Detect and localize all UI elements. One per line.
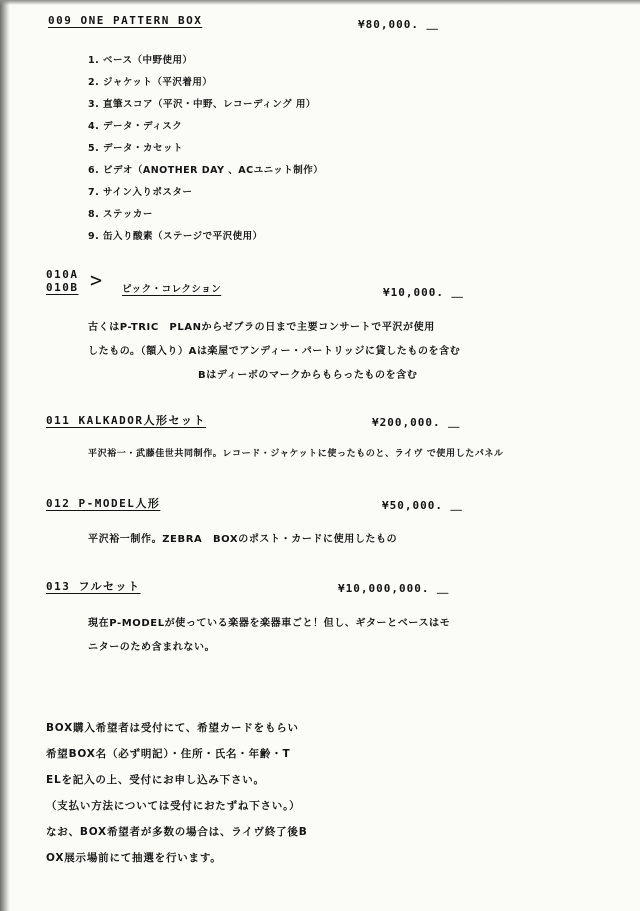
section-heading: 013 フルセット	[46, 580, 141, 593]
notice-line: なお、BOX希望者が多数の場合は、ライヴ終了後B	[46, 826, 308, 838]
section-price: ¥50,000. ＿	[382, 497, 463, 513]
section-price: ¥200,000. ＿	[372, 414, 460, 430]
description-line: 平沢裕一制作。ZEBRA BOXのポスト・カードに使用したもの	[88, 534, 398, 545]
section-heading: 009 ONE PATTERN BOX	[48, 14, 203, 27]
scan-edge-top	[0, 0, 640, 5]
list-item: 9. 缶入り酸素（ステージで平沢使用）	[88, 231, 263, 242]
list-item: 8. ステッカー	[88, 209, 153, 220]
list-item: 7. サイン入りポスター	[88, 187, 193, 198]
description-line: Bはディーボのマークからもらったものを含む	[198, 370, 418, 381]
section-price: ¥10,000. ＿	[383, 284, 464, 300]
notice-line: BOX購入希望者は受付にて、希望カードをもらい	[46, 722, 299, 734]
description-line: 現在P-MODELが使っている楽器を楽器車ごと！但し、ギターとベースはモ	[88, 618, 451, 629]
list-item: 1. ベース（中野使用）	[88, 55, 193, 66]
section-heading: 012 P-MODEL人形	[46, 497, 161, 510]
scan-edge-left	[0, 0, 10, 911]
description-line: したもの。（額入り）Aは楽屋でアンディー・パートリッジに貸したものを含む	[88, 346, 461, 357]
section-price: ¥80,000. ＿	[358, 16, 439, 32]
description-line: ニターのため含まれない。	[88, 642, 216, 653]
section-title: ピック・コレクション	[122, 284, 222, 295]
description-line: 古くはP-TRIC PLANからゼブラの日まで主要コンサートで平沢が使用	[88, 322, 435, 333]
description-line: 平沢裕一・武藤佳世共同制作。レコード・ジャケットに使ったものと、ライヴ で使用したパネル	[88, 449, 504, 459]
notice-line: OX展示場前にて抽選を行います。	[46, 852, 222, 864]
section-price: ¥10,000,000. ＿	[338, 580, 449, 596]
list-item: 4. データ・ディスク	[88, 121, 183, 132]
section-heading-b: 010B	[46, 281, 79, 294]
notice-line: （支払い方法については受付におたずね下さい。）	[46, 800, 301, 812]
bracket-arrow: >	[90, 268, 103, 292]
list-item: 3. 直筆スコア（平沢・中野、レコーディング 用）	[88, 99, 316, 110]
list-item: 2. ジャケット（平沢着用）	[88, 77, 213, 88]
section-heading-a: 010A	[46, 268, 79, 281]
list-item: 5. データ・カセット	[88, 143, 184, 154]
list-item: 6. ビデオ（ANOTHER DAY 、ACユニット制作）	[88, 165, 324, 176]
notice-line: ELを記入の上、受付にお申し込み下さい。	[46, 774, 265, 786]
notice-line: 希望BOX名（必ず明記）・住所・氏名・年齢・T	[46, 748, 291, 760]
section-heading: 011 KALKADOR人形セット	[46, 414, 206, 427]
